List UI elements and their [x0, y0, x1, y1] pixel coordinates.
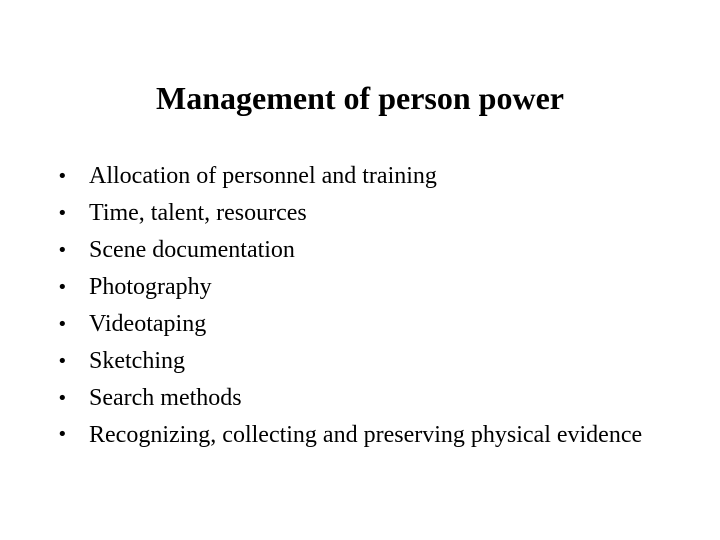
- bullet-text: Allocation of personnel and training: [89, 163, 437, 189]
- bullet-icon: •: [57, 277, 68, 298]
- bullet-text: Time, talent, resources: [89, 200, 307, 226]
- bullet-text: Scene documentation: [89, 237, 295, 263]
- bullet-text: Recognizing, collecting and preserving physical evidence: [89, 422, 643, 448]
- bullet-icon: •: [57, 351, 68, 372]
- bullet-item: [48, 232, 678, 269]
- bullet-item: [48, 420, 678, 450]
- bullet-icon: •: [57, 166, 68, 187]
- bullet-text: Videotaping: [89, 311, 207, 337]
- bullet-text: Sketching: [89, 348, 185, 374]
- bullet-icon: •: [57, 424, 68, 445]
- bullet-icon: •: [57, 203, 68, 224]
- bullet-list: [48, 158, 678, 450]
- bullet-icon: •: [57, 240, 68, 261]
- bullet-item: [48, 195, 678, 232]
- bullet-item: [48, 269, 678, 306]
- bullet-text: Search methods: [89, 385, 242, 411]
- slide-title: Management of person power: [156, 80, 564, 116]
- bullet-item: [48, 380, 678, 417]
- bullet-text: Photography: [89, 274, 212, 300]
- bullet-item: [48, 306, 678, 343]
- bullet-icon: •: [57, 388, 68, 409]
- bullet-item: [48, 343, 678, 380]
- bullet-item: [48, 158, 678, 195]
- bullet-icon: •: [57, 314, 68, 335]
